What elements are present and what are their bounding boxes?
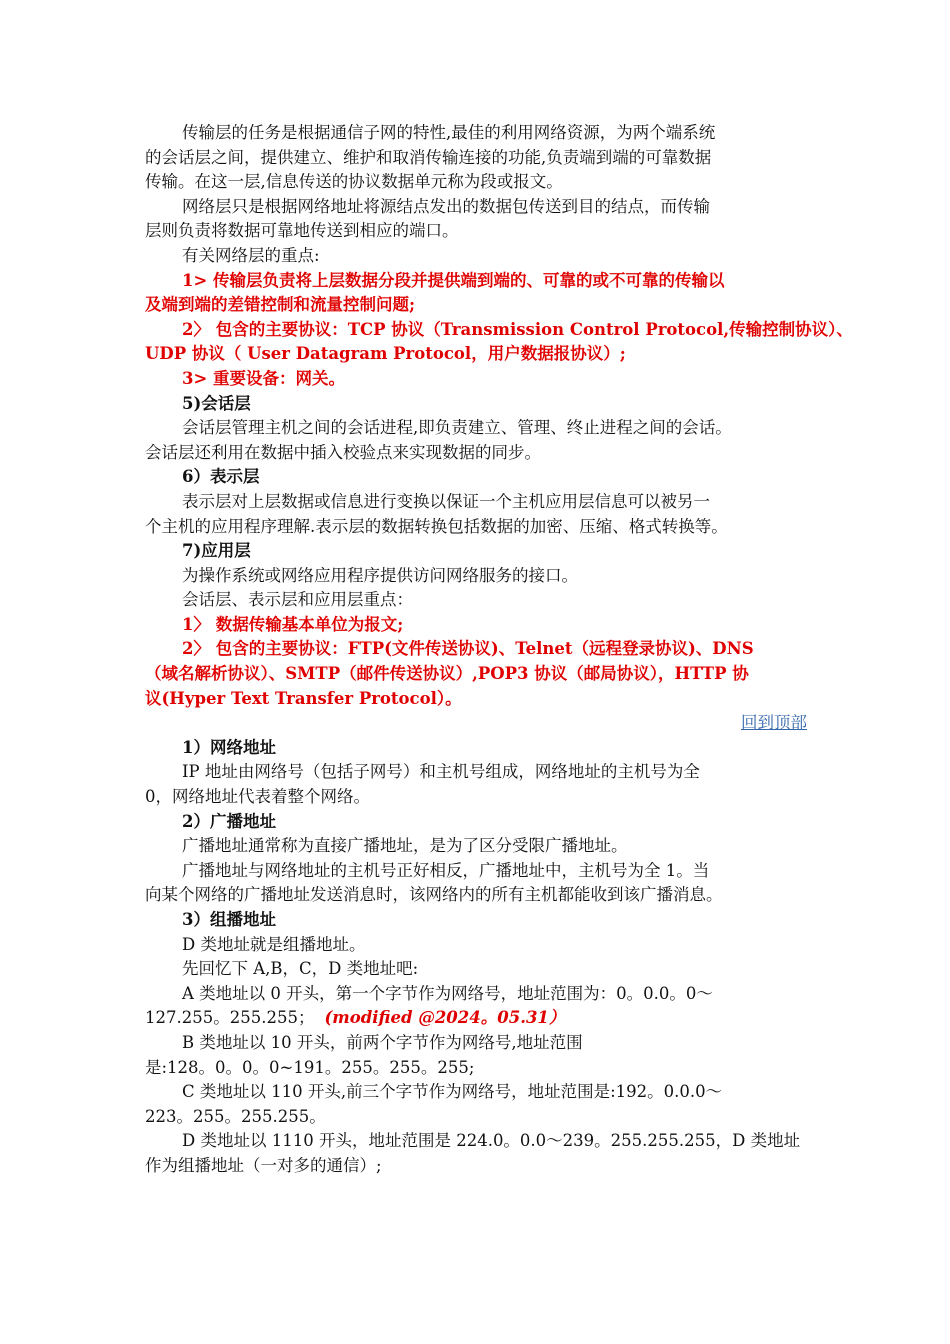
line-text: 是:128。0。0。0~191。255。255。255; xyxy=(145,1057,475,1077)
paragraph-line xyxy=(145,982,813,1007)
line-text: 5)会话层 xyxy=(182,393,251,413)
line-text: 会话层还利用在数据中插入校验点来实现数据的同步。 xyxy=(145,442,541,462)
paragraph-line xyxy=(145,121,813,146)
paragraph-line xyxy=(145,1105,813,1130)
section-heading xyxy=(145,810,813,835)
line-text: 作为组播地址（一对多的通信）; xyxy=(145,1155,382,1175)
section-heading xyxy=(145,465,813,490)
line-text: 0，网络地址代表着整个网络。 xyxy=(145,787,370,807)
paragraph-line xyxy=(145,293,813,318)
line-text: UDP 协议（ User Datagram Protocol，用户数据报协议）; xyxy=(145,344,626,364)
line-text: 会话层管理主机之间的会话进程,即负责建立、管理、终止进程之间的会话。 xyxy=(182,418,732,438)
line-text: 层则负责将数据可靠地传送到相应的端口。 xyxy=(145,221,459,241)
paragraph-line xyxy=(145,933,813,958)
line-text: 1〉 数据传输基本单位为报文; xyxy=(182,614,404,634)
paragraph-line xyxy=(145,195,813,220)
paragraph-line xyxy=(145,662,813,687)
line-text: C 类地址以 110 开头,前三个字节作为网络号，地址范围是:192。0.0.0～ xyxy=(182,1082,723,1102)
document-section-ip-addresses xyxy=(145,736,813,1179)
line-text: 个主机的应用程序理解.表示层的数据转换包括数据的加密、压缩、格式转换等。 xyxy=(145,516,728,536)
document-section-transport-to-application xyxy=(145,121,853,711)
paragraph-line xyxy=(145,687,813,712)
document-body xyxy=(145,121,853,1179)
paragraph-line xyxy=(145,441,813,466)
line-text: A 类地址以 0 开头，第一个字节作为网络号，地址范围为：0。0.0。0～ xyxy=(182,983,713,1003)
line-text: 2）广播地址 xyxy=(182,811,276,831)
paragraph-line xyxy=(145,637,813,662)
paragraph-line xyxy=(145,588,813,613)
paragraph-line xyxy=(145,416,813,441)
paragraph-line xyxy=(145,219,813,244)
line-text: 的会话层之间，提供建立、维护和取消传输连接的功能,负责端到端的可靠数据 xyxy=(145,147,712,167)
line-text: 传输。在这一层,信息传送的协议数据单元称为段或报文。 xyxy=(145,172,563,192)
line-text: 先回忆下 A,B，C，D 类地址吧: xyxy=(182,959,419,979)
paragraph-line xyxy=(145,859,813,884)
paragraph-line xyxy=(145,367,813,392)
line-text: 127.255。255.255； xyxy=(145,1008,315,1028)
paragraph-line xyxy=(145,342,813,367)
line-text: 有关网络层的重点: xyxy=(182,245,320,265)
line-text: 1> 传输层负责将上层数据分段并提供端到端的、可靠的或不可靠的传输以 xyxy=(182,270,725,290)
line-text: 1）网络地址 xyxy=(182,737,276,757)
line-text: D 类地址就是组播地址。 xyxy=(182,934,366,954)
line-text: 及端到端的差错控制和流量控制问题; xyxy=(145,295,416,315)
line-text: IP 地址由网络号（包括子网号）和主机号组成，网络地址的主机号为全 xyxy=(182,762,700,782)
paragraph-line xyxy=(145,318,853,343)
line-text: 表示层对上层数据或信息进行变换以保证一个主机应用层信息可以被另一 xyxy=(182,491,710,511)
line-text: 网络层只是根据网络地址将源结点发出的数据包传送到目的结点，而传输 xyxy=(182,196,710,216)
line-text: 2〉 包含的主要协议：FTP(文件传送协议)、Telnet（远程登录协议)、DNS xyxy=(182,639,754,659)
section-heading xyxy=(145,908,813,933)
section-heading xyxy=(145,736,813,761)
line-text: 3）组播地址 xyxy=(182,910,276,929)
line-text: 会话层、表示层和应用层重点： xyxy=(182,590,413,610)
line-text: 广播地址通常称为直接广播地址，是为了区分受限广播地址。 xyxy=(182,836,628,856)
line-text: 7)应用层 xyxy=(182,541,251,561)
line-text: 3> 重要设备：网关。 xyxy=(182,368,346,388)
line-text: D 类地址以 1110 开头，地址范围是 224.0。0.0～239。255.255.255，D 类地址 xyxy=(182,1131,801,1151)
paragraph-line xyxy=(145,564,813,589)
back-to-top-link[interactable]: 回到顶部 xyxy=(741,713,807,733)
paragraph-line xyxy=(145,244,813,269)
line-text: 223。255。255.255。 xyxy=(145,1106,326,1126)
paragraph-line xyxy=(145,957,813,982)
line-text: 广播地址与网络地址的主机号正好相反，广播地址中，主机号为全 1。当 xyxy=(182,860,710,880)
paragraph-line xyxy=(145,1056,813,1081)
line-text: 为操作系统或网络应用程序提供访问网络服务的接口。 xyxy=(182,565,578,585)
paragraph-line xyxy=(145,269,813,294)
paragraph-line xyxy=(145,1031,813,1056)
paragraph-line xyxy=(145,883,813,908)
line-text: B 类地址以 10 开头，前两个字节作为网络号,地址范围 xyxy=(182,1032,583,1052)
paragraph-line xyxy=(145,785,813,810)
line-text: 向某个网络的广播地址发送消息时，该网络内的所有主机都能收到该广播消息。 xyxy=(145,885,723,905)
back-to-top-row xyxy=(145,711,813,736)
paragraph-line xyxy=(145,146,813,171)
paragraph-line xyxy=(145,1129,813,1154)
section-heading xyxy=(145,392,813,417)
paragraph-line xyxy=(145,1080,813,1105)
modified-note: (modified @2024。05.31） xyxy=(324,1008,566,1028)
paragraph-line xyxy=(145,760,813,785)
line-text: 2〉 包含的主要协议：TCP 协议（Transmission Control Protocol,传输控制协议）、 xyxy=(182,319,853,339)
paragraph-line xyxy=(145,834,813,859)
paragraph-line xyxy=(145,490,813,515)
paragraph-line xyxy=(145,515,813,540)
line-text: 传输层的任务是根据通信子网的特性,最佳的利用网络资源，为两个端系统 xyxy=(182,123,716,142)
paragraph-line xyxy=(145,613,813,638)
line-text: 议(Hyper Text Transfer Protocol）。 xyxy=(145,688,462,708)
paragraph-line xyxy=(145,1154,813,1179)
paragraph-line xyxy=(145,170,813,195)
line-text: （域名解析协议）、SMTP（邮件传送协议）,POP3 协议（邮局协议），HTTP 协 xyxy=(145,664,749,684)
line-text: 6）表示层 xyxy=(182,467,260,487)
paragraph-line xyxy=(145,1006,813,1031)
section-heading xyxy=(145,539,813,564)
